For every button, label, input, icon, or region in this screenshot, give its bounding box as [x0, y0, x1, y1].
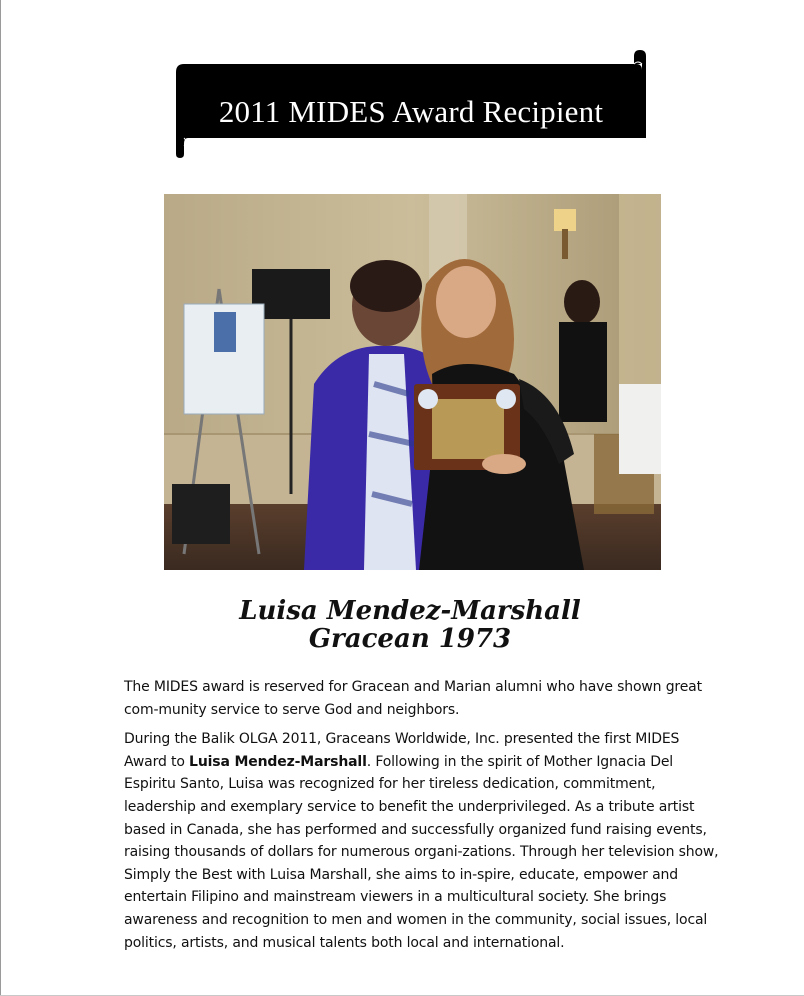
recipient-name-inline: Luisa Mendez-Marshall: [189, 753, 367, 770]
recipient-class: Gracean 1973: [308, 624, 512, 654]
recipient-heading: [150, 597, 670, 653]
page-border: [0, 0, 1, 996]
recipient-name: Luisa Mendez-Marshall: [239, 596, 581, 626]
paragraph-details-intro: During the Balik OLGA 2011, Graceans Worldwide, Inc. presented the first MIDES Award to: [124, 731, 680, 770]
paragraph-intro: The MIDES award is reserved for Gracean and Marian alumni who have shown great com-munity service to serve God and neighbors.: [124, 679, 702, 718]
article-body: [124, 676, 724, 961]
award-photo-illustration: [164, 194, 661, 570]
title-banner: [176, 50, 646, 158]
paragraph-details-rest: . Following in the spirit of Mother Ignacia Del Espiritu Santo, Luisa was recognized for her tireless dedication, commitment, leadership and exemplary service to benefit the underprivileged. As a tribute artist based in Canada, she has performed and successfully organized fund raising events, raising thousands of dollars for numerous organi-zations. Through her television show, Simply the Best with Luisa Marshall, she aims to in-spire, educate, empower and entertain Filipino and mainstream viewers in a multicultural society. She brings awareness and recognition to men and women in the community, social issues, local politics, artists, and musical talents both local and international.: [124, 753, 719, 951]
page-title: 2011 MIDES Award Recipient: [218, 94, 604, 129]
award-photo: [164, 194, 661, 570]
paragraph-details: [124, 728, 724, 954]
